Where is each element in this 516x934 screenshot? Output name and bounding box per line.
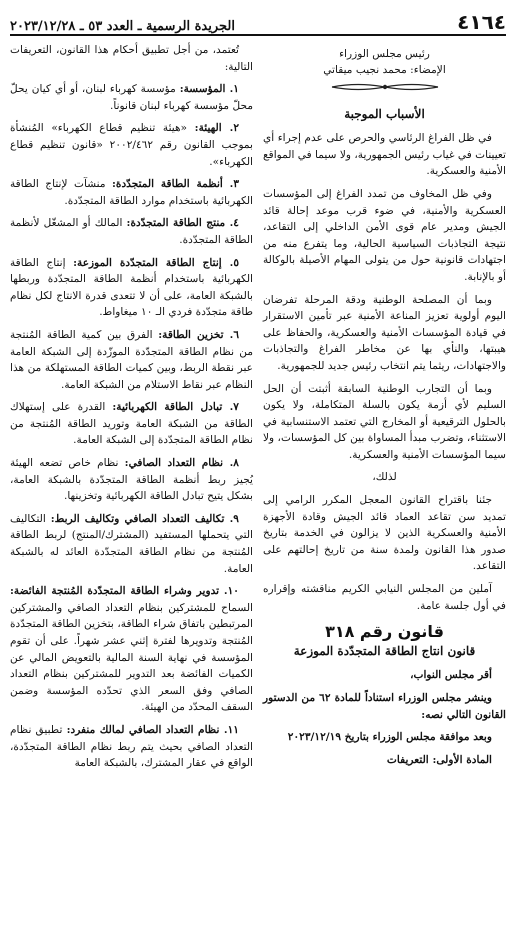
definition-text: منشآت لإنتاج الطاقة الكهربائية باستخدام موارد الطاقة المتجدّدة. [10, 178, 253, 207]
ornament-icon [330, 80, 440, 94]
definition-text: نظام خاص تضعه الهيئة يُجيز ربط أنظمة الطاقة المتجدّدة بالشبكة العامة، بشكل يتيح تبادل الطاقة الكهربائية وتخزينها. [10, 457, 253, 503]
article-heading: المادة الأولى: التعريفات [386, 753, 492, 766]
definition-item [10, 583, 253, 716]
definition-term: ١٠. تدوير وشراء الطاقة المتجدّدة المُنتجة الفائضة: [10, 585, 239, 598]
definition-item [10, 255, 253, 321]
law-number: قانون رقم ٣١٨ [325, 622, 444, 642]
definition-term: ٣. أنظمة الطاقة المتجدّدة: [112, 178, 240, 191]
definition-item [10, 399, 253, 449]
definition-text: الفرق بين كمية الطاقة المُنتجة من نظام الطاقة المتجدّدة الموزّدة إلى الشبكة العامة عبر نقطة الربط، وبين كميات الطاقة المستهلكة من هذا النظام عبر نقاط الاستلام من الشبكة العامة. [10, 328, 253, 391]
definition-term: ٢. الهيئة: [194, 122, 240, 135]
signature-title: رئيس مجلس الوزراء [339, 48, 430, 60]
definition-item [10, 455, 253, 505]
definition-item [10, 215, 253, 248]
definition-text: مؤسسة كهرباء لبنان، أو أي كيان يحلّ محلّ مؤسسة كهرباء لبنان قانوناً. [10, 83, 253, 112]
definition-text: «هيئة تنظيم قطاع الكهرباء» المُنشأة بموجب القانون رقم ٢٠٠٢/٤٦٢ «قانون تنظيم قطاع الكهرباء». [10, 122, 253, 168]
reasons-title: الأسباب الموجبة [344, 106, 425, 121]
gazette-issue-line: الجريدة الرسمية ـ العدد ٥٣ ـ ٢٠٢٣/١٢/٢٨ [10, 19, 236, 34]
definition-term: ٩. تكاليف التعداد الصافي وتكاليف الربط: [50, 512, 239, 525]
page-number: ٤١٦٤ [457, 10, 506, 34]
definition-text: إنتاج الطاقة الكهربائية باستخدام أنظمة الطاقة المتجدّدة وربطها بالشبكة العامة، على أن لا تتعدى قدرة الانتاج لكل نظام طاقة متجدّدة فردي الـ ١٠ ميغاواط. [10, 256, 253, 319]
definition-term: ١. المؤسسة: [179, 83, 239, 96]
definition-text: التكاليف التي يتحملها المستفيد (المشترك/المنتج) لربط الطاقة المُنتجة من نظام الطاقة المتجدّدة العائد له بالشبكة العامة. [10, 512, 253, 575]
law-title: قانون انتاج الطاقة المتجدّدة الموزعة [293, 643, 476, 658]
paragraph: وبما أن المصلحة الوطنية ودقة المرحلة تفرضان اليوم أولوية تعزيز المناعة الأمنية عبر تأمين الاستقرار في قيادة المؤسسات الأمنية والعسكرية، والحفاظ على هيبتها، والنأي بها عن مخاطر الفراغ والتجاذبات والاجتهادات، ريثما يتم انتخاب رئيس جديد للجمهورية. [263, 293, 506, 372]
definition-text: المالك أو المشغّل لأنظمة الطاقة المتجدّدة. [10, 217, 253, 246]
definition-term: ٨. نظام التعداد الصافي: [124, 457, 239, 470]
preamble-line: وبعد موافقة مجلس الوزراء بتاريخ ٢٠٢٣/١٢/١٩ [287, 731, 492, 744]
paragraph: وفي ظل المخاوف من تمدد الفراغ إلى المؤسسات العسكرية والأمنية، في ضوء قرب موعد إحالة قائد الجيش ومدير عام قوى الأمن الداخلي إلى التقاعد، نتيجة التجاذبات السياسية الحالية، وما يتفرع منه من اجتهادات قانونية حول من يتولى المهام الأصيلة بالوكالة أو بالإنابة. [263, 187, 506, 283]
definition-item [10, 511, 253, 577]
definition-item [10, 327, 253, 393]
definition-text: السماح للمشتركين بنظام التعداد الصافي والمشتركين المرتبطين باتفاق شراء الطاقة، بتخزين الطاقة المتجدّدة المُنتجة وتدويرها لفترة إثني عشر شهراً. على أن تقوم المؤسسة في نهاية السنة المالية بالتعويض المالي عن الكميات الفائضة بعد التدوير للمشتركين بنظام التعداد الصافي وفق السعر الذي تحدّده المؤسسة وضمن السقف المحدّد من الهيئة. [10, 601, 253, 714]
definition-item [10, 176, 253, 209]
paragraph: آملين من المجلس النيابي الكريم مناقشته وإقراره في أول جلسة عامة. [263, 583, 506, 612]
left-column [10, 42, 253, 778]
text-columns [10, 42, 506, 778]
definition-term: ٥. إنتاج الطاقة المتجدّدة الموزعة: [73, 256, 240, 269]
definitions-intro: تُعتمد، من أجل تطبيق أحكام هذا القانون، التعريفات التالية: [10, 44, 253, 73]
definition-term: ٤. منتج الطاقة المتجدّدة: [126, 217, 239, 230]
paragraph: في ظل الفراغ الرئاسي والحرص على عدم إجراء أي تعيينات في غياب رئيس الجمهورية، ولا سيما في المواقع الأمنية والعسكرية. [263, 132, 506, 178]
definition-text: القدرة على إستهلاك الطاقة من الشبكة العامة وتوريد الطاقة المُنتجة من نظام الطاقة المتجدّدة إلى الشبكة العامة. [10, 401, 253, 447]
definition-item [10, 722, 253, 772]
paragraph: وبما أن التجارب الوطنية السابقة أثبتت أن الحل السليم لأي أزمة يكون بالسلة المتكاملة، ولا يكون بالحلول الترقيعية أو المخارج التي تعتمد الاستنسابية في الاستثناء، وتضرب مبدأ المساواة بين كل المؤسسات، ولا سيما المؤسسات الأمنية والعسكرية. [263, 382, 506, 461]
definition-term: ٦. تخزين الطاقة: [158, 328, 240, 341]
definition-item [10, 81, 253, 114]
therefore-line: لذلك، [372, 471, 397, 484]
signature-name: الإمضاء: محمد نجيب ميقاتي [323, 64, 446, 76]
definition-term: ١١. نظام التعداد الصافي لمالك منفرد: [66, 723, 239, 736]
definition-text: تطبيق نظام التعداد الصافي بحيث يتم ربط نظام الطاقة المتجدّدة، الواقع في عقار المشترك، بالشبكة العامة [10, 723, 253, 770]
preamble-line: وينشر مجلس الوزراء استناداً للمادة ٦٢ من الدستور القانون التالي نصه: [263, 692, 506, 721]
preamble-line: أقر مجلس النواب، [410, 669, 492, 682]
page-header [10, 6, 506, 36]
right-column [263, 42, 506, 778]
definition-item [10, 120, 253, 170]
definition-term: ٧. تبادل الطاقة الكهربائية: [112, 401, 239, 414]
signature-block [263, 46, 506, 78]
ornament-divider [263, 80, 506, 100]
paragraph: جئنا باقتراح القانون المعجل المكرر الرامي إلى تمديد سن تقاعد العماد قائد الجيش وقادة الأجهزة الأمنية والعسكرية الذين لا يزالون في الخدمة بتاريخ صدور هذا القانون ولمدة سنة من تاريخ إحالتهم على التقاعد. [263, 494, 506, 573]
